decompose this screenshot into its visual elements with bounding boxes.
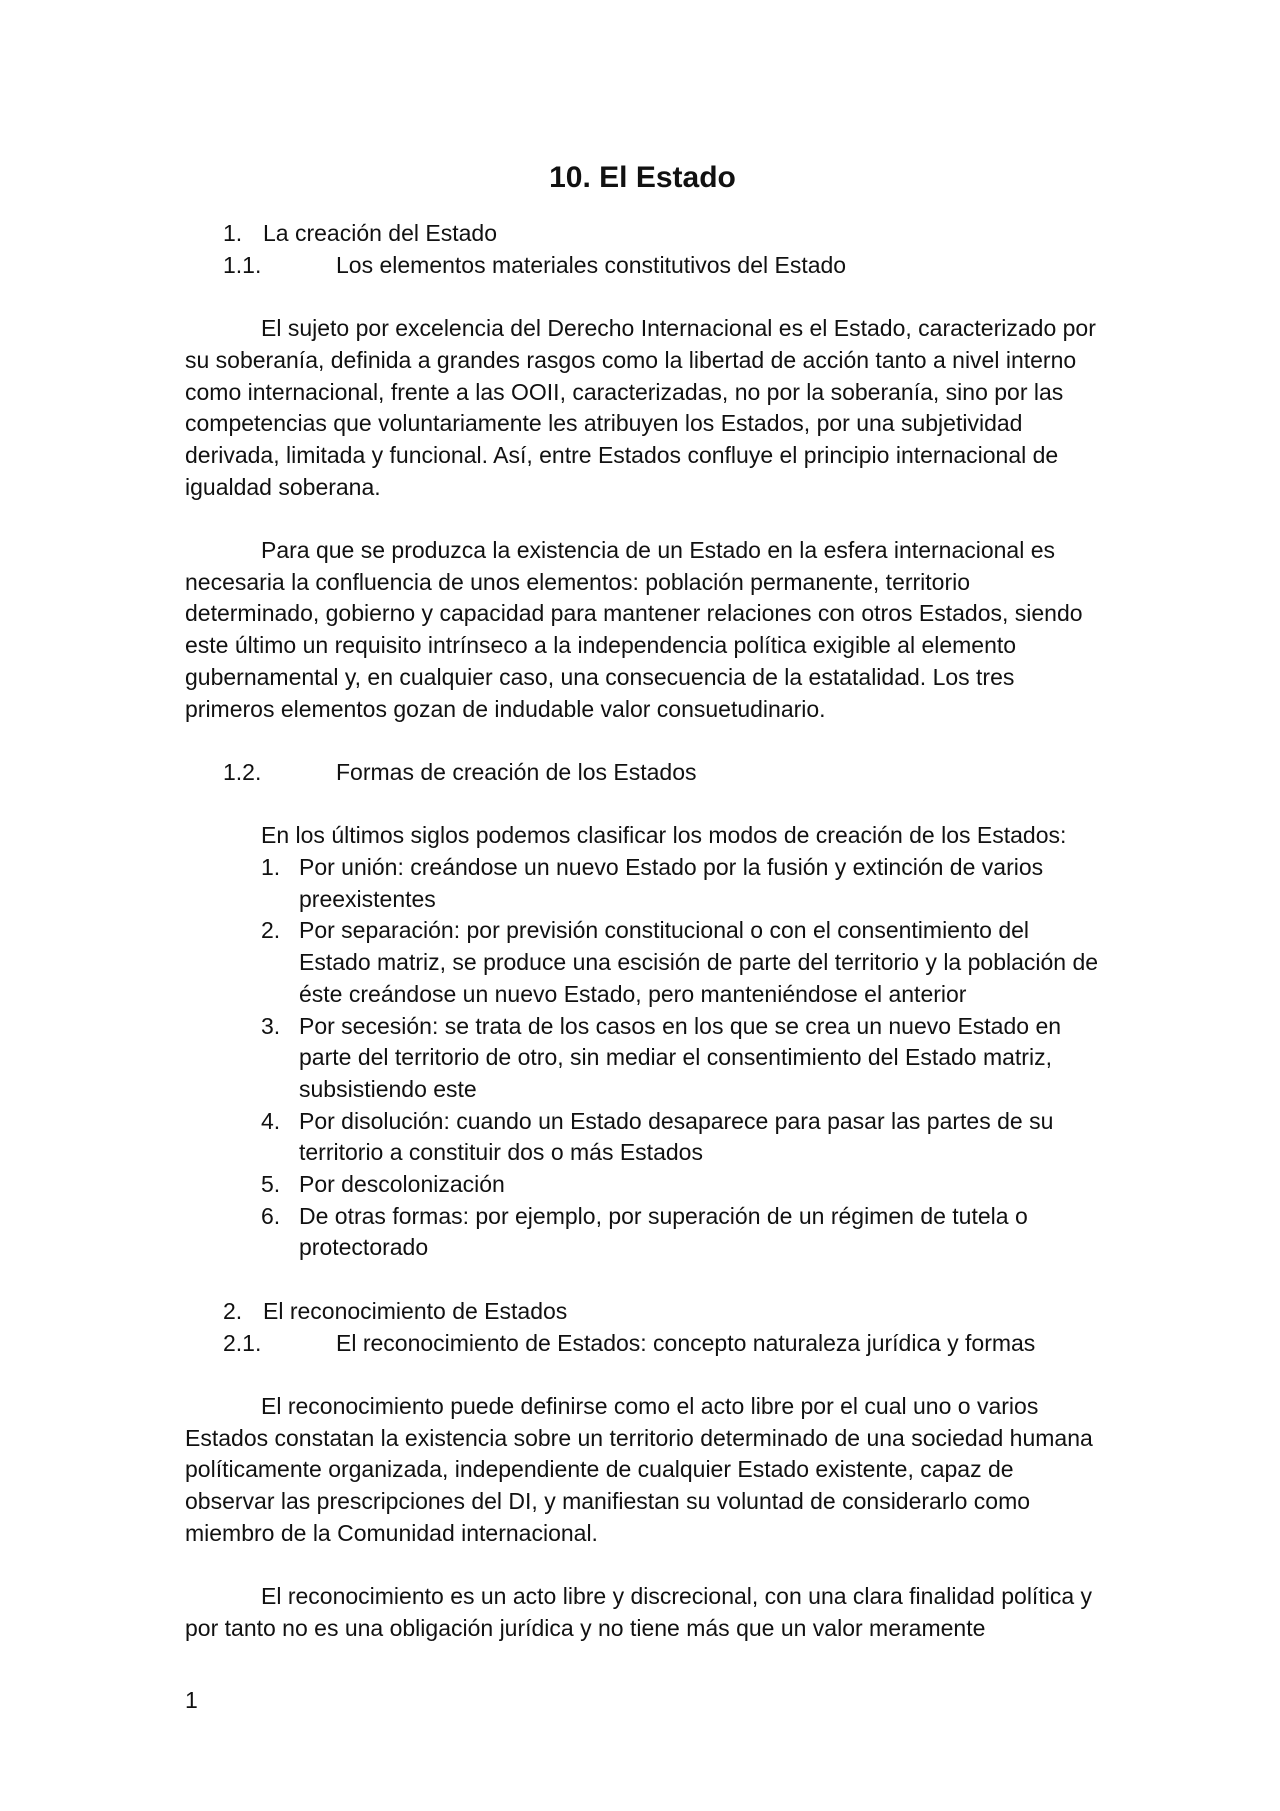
heading-1-2	[185, 757, 1100, 789]
paragraph-3: El reconocimiento puede definirse como el acto libre por el cual uno o varios Estados constatan la existencia sobre un territorio determinado de una sociedad humana políticamente organizada, independiente de cualquier Estado existente, capaz de observar las prescripciones del DI, y manifiestan su voluntad de considerarlo como miembro de la Comunidad internacional.	[185, 1392, 1093, 1546]
list-item-number: 6.	[261, 1202, 281, 1229]
list-item-text: De otras formas: por ejemplo, por superación de un régimen de tutela o protectorado	[299, 1202, 1028, 1261]
list-item-text: Por disolución: cuando un Estado desaparece para pasar las partes de su territorio a constituir dos o más Estados	[299, 1107, 1054, 1166]
list-item-number: 2.	[261, 917, 281, 944]
heading-number: 1.2.	[223, 758, 262, 785]
heading-number: 2.	[223, 1297, 243, 1324]
list-item-number: 1.	[261, 854, 281, 880]
heading-label: Los elementos materiales constitutivos del Estado	[336, 251, 847, 278]
document-body	[185, 150, 1100, 1645]
paragraph-4: El reconocimiento es un acto libre y discrecional, con una clara finalidad política y por tanto no es una obligación jurídica y no tiene más que un valor meramente	[185, 1583, 1092, 1641]
list-item	[185, 1169, 1100, 1201]
list-intro: En los últimos siglos podemos clasificar los modos de creación de los Estados:	[261, 822, 1067, 849]
list-item-text: Por descolonización	[299, 1171, 505, 1198]
creation-forms-list	[185, 852, 1100, 1264]
heading-1	[185, 218, 1100, 250]
list-item-text: Por unión: creándose un nuevo Estado por la fusión y extinción de varios preexistentes	[299, 854, 1044, 912]
heading-label: Formas de creación de los Estados	[336, 758, 697, 785]
paragraph-2: Para que se produzca la existencia de un Estado en la esfera internacional es necesaria la confluencia de unos elementos: población permanente, territorio determinado, gobierno y capacidad para mantener relaciones con otros Estados, siendo este último un requisito intrínseco a la independencia política exigible al elemento gubernamental y, en cualquier caso, una consecuencia de la estatalidad. Los tres primeros elementos gozan de indudable valor consuetudinario.	[185, 537, 1083, 722]
list-item	[185, 852, 1100, 915]
heading-number: 1.1.	[223, 251, 262, 278]
heading-label: La creación del Estado	[263, 220, 497, 246]
heading-label: El reconocimiento de Estados: concepto naturaleza jurídica y formas	[336, 1329, 1036, 1356]
list-item	[185, 1201, 1100, 1264]
list-item	[185, 1011, 1100, 1106]
heading-2	[185, 1296, 1100, 1328]
list-item	[185, 1106, 1100, 1169]
heading-number: 1.	[223, 220, 243, 246]
list-item-number: 4.	[261, 1107, 281, 1134]
paragraph-1: El sujeto por excelencia del Derecho Internacional es el Estado, caracterizado por su soberanía, definida a grandes rasgos como la libertad de acción tanto a nivel interno como internacional, frente a las OOII, caracterizadas, no por la soberanía, sino por las competencias que voluntariamente les atribuyen los Estados, por una subjetividad derivada, limitada y funcional. Así, entre Estados confluye el principio internacional de igualdad soberana.	[185, 315, 1096, 500]
list-item-text: Por secesión: se trata de los casos en los que se crea un nuevo Estado en parte del territorio de otro, sin mediar el consentimiento del Estado matriz, subsistiendo este	[299, 1012, 1062, 1102]
page-number: 1	[185, 1687, 198, 1713]
list-item-text: Por separación: por previsión constitucional o con el consentimiento del Estado matriz, se produce una escisión de parte del territorio y la población de éste creándose un nuevo Estado, pero manteniéndose el anterior	[299, 917, 1099, 1007]
list-item	[185, 915, 1100, 1010]
heading-1-1	[185, 250, 1100, 282]
heading-number: 2.1.	[223, 1329, 262, 1356]
list-item-number: 3.	[261, 1012, 281, 1039]
heading-2-1	[185, 1328, 1100, 1360]
heading-label: El reconocimiento de Estados	[263, 1297, 568, 1324]
page-title: 10. El Estado	[549, 161, 736, 194]
list-item-number: 5.	[261, 1171, 281, 1198]
